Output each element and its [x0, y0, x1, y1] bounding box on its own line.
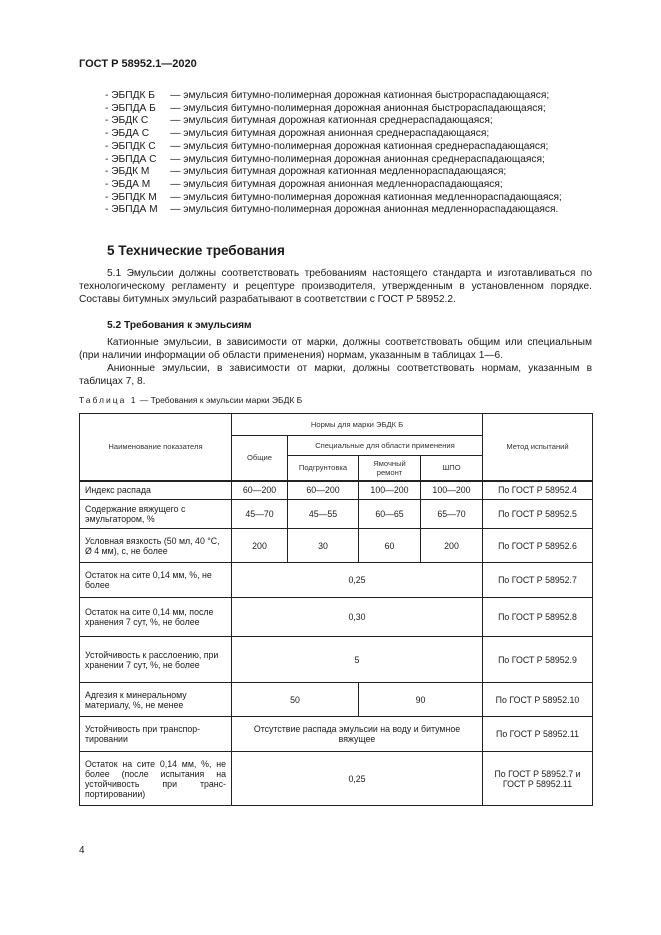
table-row — [80, 717, 593, 752]
paragraph-cationic: Катионные эмульсии, в зависимости от марки, должны соответствовать общим или специальным (при наличии информации об области применения) нормам, указанным в таблицах 1—6. — [79, 337, 592, 361]
abbr-desc: — эмульсия битумная дорожная анионная медленнораспадающаяся; — [170, 178, 503, 190]
cell-general: 45—70 — [232, 500, 288, 529]
abbr-desc: — эмульсия битумная дорожная анионная среднераспадающаяся; — [170, 128, 490, 140]
cell-name: Адгезия к минеральному материалу, %, не менее — [80, 683, 232, 717]
list-item: - ЭБПДА М — эмульсия битумно-полимерная дорожная анионная медленнораспадающаяся. — [105, 204, 559, 216]
table-row — [80, 481, 593, 500]
abbr-desc: — эмульсия битумно-полимерная дорожная анионная среднераспадающаяся; — [170, 153, 545, 165]
table-row — [80, 598, 593, 637]
paragraph-5-1: 5.1 Эмульсии должны соответствовать требованиям настоящего стандарта и изготавливаться по технологическому регламенту и рецептуре производителя, утвержденным в установленном порядке. Составы битумных эмульсий разрабатывают в соответствии с ГОСТ Р 58952.2. — [79, 268, 592, 305]
cell-shpo: 200 — [421, 529, 483, 563]
cell-value: 5 — [232, 637, 483, 683]
cell-method: По ГОСТ Р 58952.8 — [483, 598, 593, 637]
document-code: ГОСТ Р 58952.1—2020 — [79, 58, 197, 70]
table-row — [80, 500, 593, 529]
abbr-desc: — эмульсия битумно-полимерная дорожная катионная быстрораспадающаяся; — [170, 90, 550, 101]
section-title: 5 Технические требования — [107, 243, 285, 258]
cell-name: Индекс распада — [80, 481, 232, 500]
abbr-code: ЭБДК М — [111, 166, 150, 178]
table-caption — [79, 395, 302, 405]
cell-name: Содержание вяжущего с эмульгатором, % — [80, 500, 232, 529]
cell-name: Устойчивость при транспор-тировании — [80, 717, 232, 752]
cell-primer: 45—55 — [288, 500, 359, 529]
cell-name: Остаток на сите 0,14 мм, %, не более (после испытания на устойчивость при транс-портировании) — [80, 752, 232, 806]
header-shpo: ШПО — [421, 456, 483, 481]
cell-name: Устойчивость к расслоению, при хранении 7 сут, %, не более — [80, 637, 232, 683]
cell-value: 0,25 — [232, 752, 483, 806]
cell-method: По ГОСТ Р 58952.6 — [483, 529, 593, 563]
cell-method: По ГОСТ Р 58952.7 — [483, 563, 593, 598]
cell-value-b: 90 — [359, 683, 483, 717]
page-number: 4 — [79, 845, 85, 856]
table-row — [80, 637, 593, 683]
abbr-desc: — эмульсия битумно-полимерная дорожная катионная среднераспадающаяся; — [170, 140, 549, 152]
table-caption-text: — Требования к эмульсии марки ЭБДК Б — [137, 395, 303, 405]
cell-shpo: 65—70 — [421, 500, 483, 529]
cell-method: По ГОСТ Р 58952.4 — [483, 481, 593, 500]
list-item: - ЭБДК С — эмульсия битумная дорожная катионная среднераспадающаяся; — [105, 115, 493, 127]
paragraph-anionic: Анионные эмульсии, в зависимости от марки, должны соответствовать нормам, указанным в таблицах 7, 8. — [79, 363, 592, 387]
cell-name: Остаток на сите 0,14 мм, %, не более — [80, 563, 232, 598]
cell-value-a: 50 — [232, 683, 359, 717]
abbr-code: ЭБДА М — [111, 178, 151, 190]
list-item: - ЭБПДА С — эмульсия битумно-полимерная дорожная анионная среднераспадающаяся; — [105, 153, 545, 165]
table-row — [80, 563, 593, 598]
cell-pothole: 60 — [359, 529, 421, 563]
abbr-desc: — эмульсия битумная дорожная катионная медленнораспадающаяся; — [170, 166, 507, 178]
cell-method: По ГОСТ Р 58952.5 — [483, 500, 593, 529]
abbr-desc: — эмульсия битумно-полимерная дорожная анионная быстрораспадающаяся; — [170, 102, 546, 114]
table-caption-label: Таблица 1 — [79, 395, 138, 405]
abbr-code: ЭБПДА С — [111, 153, 157, 165]
abbr-code: ЭБПДК М — [111, 191, 157, 203]
header-special: Специальные для области применения — [288, 436, 483, 456]
header-general: Общие — [232, 436, 288, 481]
cell-method: По ГОСТ Р 58952.9 — [483, 637, 593, 683]
table-row — [80, 683, 593, 717]
list-item: - ЭБПДА Б — эмульсия битумно-полимерная дорожная анионная быстрораспадающаяся; — [105, 102, 546, 114]
requirements-table — [79, 413, 593, 806]
table-row — [80, 752, 593, 806]
list-item: - ЭБДК М — эмульсия битумная дорожная катионная медленнораспадающаяся; — [105, 166, 507, 178]
cell-pothole: 60—65 — [359, 500, 421, 529]
cell-method: По ГОСТ Р 58952.11 — [483, 717, 593, 752]
cell-primer: 30 — [288, 529, 359, 563]
header-name: Наименование показателя — [80, 414, 232, 481]
cell-general: 200 — [232, 529, 288, 563]
abbr-code: ЭБДА С — [111, 128, 150, 140]
cell-primer: 60—200 — [288, 481, 359, 500]
abbr-code: ЭБПДК С — [111, 140, 156, 152]
cell-value: Отсутствие распада эмульсии на воду и битумное вяжущее — [232, 717, 483, 752]
header-method: Метод испытаний — [483, 414, 593, 481]
cell-value: 0,25 — [232, 563, 483, 598]
cell-pothole: 100—200 — [359, 481, 421, 500]
abbr-code: ЭБПДК Б — [111, 90, 155, 101]
cell-shpo: 100—200 — [421, 481, 483, 500]
subsection-title: 5.2 Требования к эмульсиям — [107, 320, 252, 331]
list-item: - ЭБПДК М — эмульсия битумно-полимерная дорожная катионная медленнораспадающаяся; — [105, 191, 562, 203]
table-row — [80, 529, 593, 563]
list-item: - ЭБПДК Б — эмульсия битумно-полимерная дорожная катионная быстрораспадающаяся; — [105, 90, 550, 101]
abbreviation-list — [105, 90, 562, 217]
abbr-desc: — эмульсия битумная дорожная катионная среднераспадающаяся; — [170, 115, 493, 127]
cell-value: 0,30 — [232, 598, 483, 637]
header-norms: Нормы для марки ЭБДК Б — [232, 414, 483, 436]
abbr-code: ЭБДК С — [111, 115, 149, 127]
header-pothole: Ямочный ремонт — [359, 456, 421, 481]
abbr-code: ЭБПДА М — [111, 204, 158, 216]
list-item: - ЭБДА М — эмульсия битумная дорожная анионная медленнораспадающаяся; — [105, 178, 503, 190]
cell-method: По ГОСТ Р 58952.10 — [483, 683, 593, 717]
cell-general: 60—200 — [232, 481, 288, 500]
list-item: - ЭБПДК С — эмульсия битумно-полимерная дорожная катионная среднераспадающаяся; — [105, 140, 549, 152]
abbr-code: ЭБПДА Б — [111, 102, 156, 114]
cell-name: Условная вязкость (50 мл, 40 °С, Ø 4 мм), с, не более — [80, 529, 232, 563]
abbr-desc: — эмульсия битумно-полимерная дорожная катионная медленнораспадающаяся; — [170, 191, 562, 203]
header-primer: Подгрунтовка — [288, 456, 359, 481]
cell-name: Остаток на сите 0,14 мм, после хранения 7 сут, %, не более — [80, 598, 232, 637]
abbr-desc: — эмульсия битумно-полимерная дорожная анионная медленнораспадающаяся. — [170, 204, 559, 216]
list-item: - ЭБДА С — эмульсия битумная дорожная анионная среднераспадающаяся; — [105, 128, 490, 140]
cell-method: По ГОСТ Р 58952.7 и ГОСТ Р 58952.11 — [483, 752, 593, 806]
